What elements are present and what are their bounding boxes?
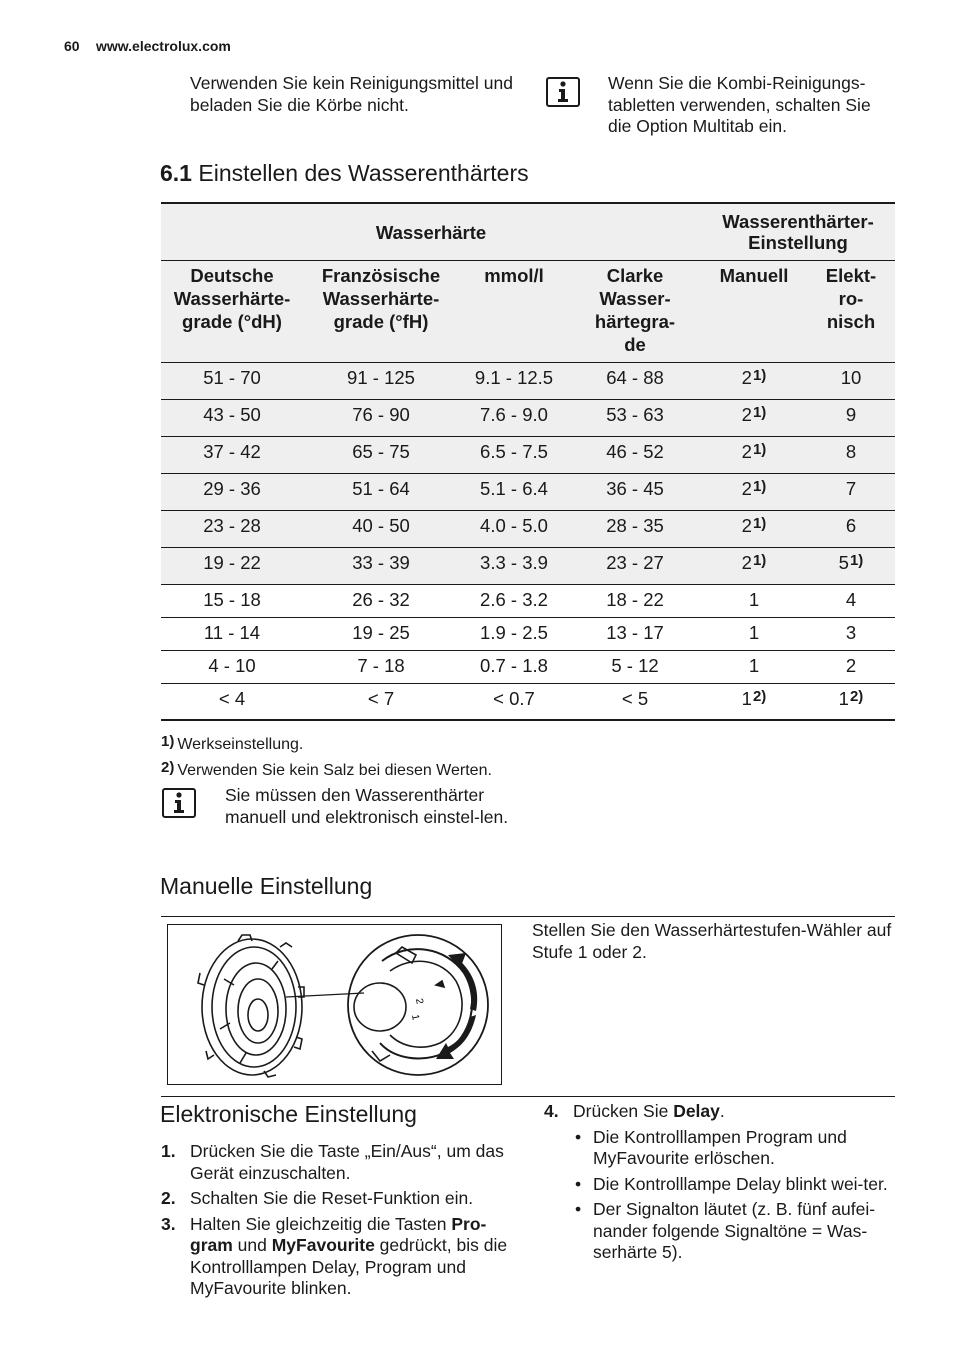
bullet-item: • Der Signalton läutet (z. B. fünf aufei-nander folgende Signaltöne = Was-serhärte 5). — [573, 1199, 894, 1264]
setting-value: 8 — [845, 441, 857, 462]
table-cell-fh: 76 - 90 — [303, 400, 459, 437]
table-row — [161, 511, 895, 548]
setting-value: 9 — [845, 404, 857, 425]
divider — [161, 916, 895, 917]
table-cell-elektronisch — [807, 437, 895, 474]
table-cell-clarke: 18 - 22 — [569, 585, 701, 618]
col-header-text: Französische Wasserhärte-grade (°fH) — [321, 265, 441, 332]
step-key-myfavourite: MyFavourite — [271, 1235, 375, 1255]
table-row — [161, 585, 895, 618]
table-cell-elektronisch — [807, 400, 895, 437]
group-header-einstellung-text: Wasserenthärter-Einstellung — [722, 211, 874, 253]
table-cell-clarke: 5 - 12 — [569, 651, 701, 684]
table-cell-fh: 91 - 125 — [303, 363, 459, 400]
col-header-text: Deutsche Wasserhärte-grade (°dH) — [173, 265, 291, 332]
table-cell-manuell — [701, 474, 807, 511]
table-cell-manuell — [701, 684, 807, 720]
table-cell-mmol: 0.7 - 1.8 — [459, 651, 569, 684]
setting-value: 1 — [748, 589, 760, 610]
table-row — [161, 684, 895, 720]
page-number: 60 — [64, 38, 80, 54]
table-cell-fh: 7 - 18 — [303, 651, 459, 684]
table-cell-mmol: 2.6 - 3.2 — [459, 585, 569, 618]
electronic-title: Elektronische Einstellung — [160, 1101, 417, 1127]
setting-value: 2 — [741, 404, 752, 425]
col-header-dh — [161, 261, 303, 363]
table-cell-clarke: 28 - 35 — [569, 511, 701, 548]
col-header-text: Manuell — [719, 265, 789, 286]
setting-value: 7 — [845, 478, 857, 499]
col-header-text: Elekt-ro-nisch — [825, 265, 877, 332]
info-note-text: Sie müssen den Wasserenthärter manuell und elektronisch einstel-len. — [225, 785, 509, 827]
table-cell-dh: < 4 — [161, 684, 303, 720]
step-item — [161, 1141, 513, 1184]
table-cell-dh: 29 - 36 — [161, 474, 303, 511]
setting-value: 5 — [838, 552, 849, 573]
table-cell-mmol: < 0.7 — [459, 684, 569, 720]
table-cell-dh: 23 - 28 — [161, 511, 303, 548]
dial-label: 2 — [413, 997, 425, 1005]
table-cell-mmol: 6.5 - 7.5 — [459, 437, 569, 474]
footnote-ref: 1) — [752, 404, 767, 421]
dial-drawing — [168, 925, 501, 1084]
footnote-mark: 1) — [161, 733, 175, 750]
table-cell-dh: 19 - 22 — [161, 548, 303, 585]
intro-right-text: Wenn Sie die Kombi-Reinigungs-tabletten verwenden, schalten Sie die Option Multitab ein. — [608, 73, 871, 136]
table-cell-dh: 15 - 18 — [161, 585, 303, 618]
section-title-text: Einstellen des Wasserenthärters — [198, 160, 529, 186]
manual-text: Stellen Sie den Wasserhärtestufen-Wähler auf Stufe 1 oder 2. — [532, 920, 892, 962]
step-text-post: . — [719, 1101, 725, 1121]
table-cell-clarke: 36 - 45 — [569, 474, 701, 511]
table-row — [161, 437, 895, 474]
table-cell-mmol: 4.0 - 5.0 — [459, 511, 569, 548]
setting-value: 1 — [748, 622, 760, 643]
footnote-ref: 2) — [849, 688, 864, 705]
bullet-item: • Die Kontrolllampe Delay blinkt wei-ter. — [573, 1174, 894, 1196]
bullet-item: • Die Kontrolllampen Program und MyFavourite erlöschen. — [573, 1127, 894, 1170]
table-cell-clarke: 64 - 88 — [569, 363, 701, 400]
setting-value: 1 — [838, 688, 849, 709]
table-cell-fh: < 7 — [303, 684, 459, 720]
table-row — [161, 400, 895, 437]
table-cell-clarke: < 5 — [569, 684, 701, 720]
setting-value: 4 — [845, 589, 857, 610]
table-row — [161, 618, 895, 651]
step-text-pre: Halten Sie gleichzeitig die Tasten — [190, 1213, 452, 1234]
step-text: Schalten Sie die Reset-Funktion ein. — [190, 1188, 474, 1208]
footnote-ref: 1) — [752, 515, 767, 532]
setting-value: 2 — [741, 441, 752, 462]
footnote-mark: 2) — [161, 759, 175, 776]
water-hardness-table — [161, 202, 895, 721]
step-text: Drücken Sie die Taste „Ein/Aus“, um das Gerät einzuschalten. — [190, 1141, 504, 1183]
step-number: 1. — [161, 1141, 176, 1161]
group-header-einstellung — [701, 203, 895, 261]
table-cell-fh: 51 - 64 — [303, 474, 459, 511]
table-cell-mmol: 9.1 - 12.5 — [459, 363, 569, 400]
setting-value: 1 — [741, 688, 752, 709]
section-number: 6.1 — [160, 160, 192, 186]
electronic-steps-right — [544, 1101, 894, 1268]
table-cell-fh: 19 - 25 — [303, 618, 459, 651]
table-cell-elektronisch — [807, 548, 895, 585]
table-cell-fh: 65 - 75 — [303, 437, 459, 474]
group-header-wasserhaerte: Wasserhärte — [161, 203, 701, 261]
col-header-text: Clarke Wasser-härtegra-de — [594, 265, 676, 355]
section-title — [160, 160, 529, 187]
table-cell-mmol: 3.3 - 3.9 — [459, 548, 569, 585]
footnote-ref: 1) — [752, 478, 767, 495]
table-cell-mmol: 5.1 - 6.4 — [459, 474, 569, 511]
table-cell-clarke: 53 - 63 — [569, 400, 701, 437]
footnote-2 — [161, 758, 492, 781]
col-header-mmol — [459, 261, 569, 363]
setting-value: 6 — [845, 515, 857, 536]
step-number: 2. — [161, 1188, 176, 1208]
table-cell-manuell — [701, 548, 807, 585]
setting-value: 2 — [741, 552, 752, 573]
intro-left-text: Verwenden Sie kein Reinigungsmittel und beladen Sie die Körbe nicht. — [190, 73, 513, 115]
setting-value: 1 — [748, 655, 760, 676]
setting-value: 2 — [741, 515, 752, 536]
footnote-text: Verwenden Sie kein Salz bei diesen Werten. — [177, 762, 492, 779]
step-key-program: Pro-gram — [190, 1213, 487, 1255]
step-text-post: gedrückt, bis die Kontrolllampen Delay, Program und MyFavourite blinken. — [190, 1235, 508, 1298]
footnote-1 — [161, 732, 303, 755]
dial-illustration — [167, 924, 502, 1085]
footnote-text: Werkseinstellung. — [177, 736, 304, 753]
table-cell-mmol: 1.9 - 2.5 — [459, 618, 569, 651]
step-bullets — [573, 1127, 894, 1264]
setting-value: 2 — [741, 367, 752, 388]
table-cell-elektronisch — [807, 684, 895, 720]
step-item — [544, 1101, 894, 1264]
table-cell-elektronisch — [807, 363, 895, 400]
table-cell-elektronisch — [807, 511, 895, 548]
col-header-fh — [303, 261, 459, 363]
table-cell-manuell — [701, 651, 807, 684]
table-cell-manuell — [701, 437, 807, 474]
table-cell-clarke: 13 - 17 — [569, 618, 701, 651]
step-item — [161, 1214, 513, 1300]
footnote-ref: 1) — [752, 552, 767, 569]
col-header-clarke — [569, 261, 701, 363]
col-header-elektronisch — [807, 261, 895, 363]
table-cell-elektronisch — [807, 474, 895, 511]
table-cell-manuell — [701, 363, 807, 400]
table-cell-dh: 11 - 14 — [161, 618, 303, 651]
divider — [161, 1096, 895, 1097]
table-cell-clarke: 46 - 52 — [569, 437, 701, 474]
table-cell-fh: 26 - 32 — [303, 585, 459, 618]
col-header-text: mmol/l — [484, 265, 544, 286]
table-row — [161, 651, 895, 684]
table-cell-manuell — [701, 618, 807, 651]
step-number: 3. — [161, 1213, 176, 1234]
setting-value: 2 — [741, 478, 752, 499]
table-cell-elektronisch — [807, 651, 895, 684]
table-cell-fh: 33 - 39 — [303, 548, 459, 585]
table-cell-elektronisch — [807, 585, 895, 618]
table-row — [161, 363, 895, 400]
table-cell-mmol: 7.6 - 9.0 — [459, 400, 569, 437]
table-cell-dh: 51 - 70 — [161, 363, 303, 400]
step-item — [161, 1188, 513, 1210]
footnote-ref: 1) — [752, 367, 767, 384]
table-cell-dh: 4 - 10 — [161, 651, 303, 684]
step-number: 4. — [544, 1101, 559, 1121]
table-cell-manuell — [701, 400, 807, 437]
site-url: www.electrolux.com — [96, 38, 231, 54]
table-row — [161, 474, 895, 511]
table-cell-manuell — [701, 511, 807, 548]
info-icon — [162, 788, 196, 818]
manual-title: Manuelle Einstellung — [160, 873, 373, 899]
step-text-mid: und — [232, 1235, 272, 1255]
setting-value: 10 — [840, 367, 862, 388]
setting-value: 3 — [845, 622, 857, 643]
footnote-ref: 1) — [752, 441, 767, 458]
col-header-manuell — [701, 261, 807, 363]
electronic-steps-left — [161, 1141, 513, 1304]
table-cell-elektronisch — [807, 618, 895, 651]
table-row — [161, 548, 895, 585]
table-cell-clarke: 23 - 27 — [569, 548, 701, 585]
table-cell-fh: 40 - 50 — [303, 511, 459, 548]
footnote-ref: 1) — [849, 552, 864, 569]
table-cell-dh: 37 - 42 — [161, 437, 303, 474]
step-key-delay: Delay — [673, 1101, 720, 1121]
table-cell-dh: 43 - 50 — [161, 400, 303, 437]
dial-label: 1 — [409, 1013, 421, 1021]
table-cell-manuell — [701, 585, 807, 618]
info-icon — [546, 77, 580, 107]
setting-value: 2 — [845, 655, 857, 676]
footnote-ref: 2) — [752, 688, 767, 705]
step-text-pre: Drücken Sie — [573, 1101, 674, 1121]
